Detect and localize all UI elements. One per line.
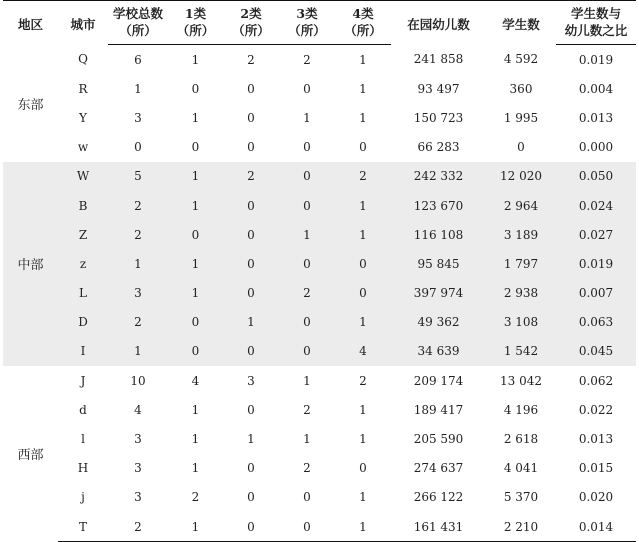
cell-c4: 0	[335, 279, 391, 308]
header-class4-unit: （所）	[335, 22, 391, 45]
table-row	[3, 162, 636, 191]
cell-c4: 1	[359, 432, 367, 447]
cell-city: H	[77, 461, 89, 476]
cell-c1: 1	[168, 191, 223, 220]
cell-total: 1	[108, 337, 168, 366]
cell-total: 2	[108, 512, 168, 542]
cell-students: 3 108	[486, 308, 556, 337]
cell-students: 13 042	[500, 373, 542, 388]
cell-students: 2 210	[486, 512, 556, 542]
cell-c3: 0	[279, 249, 335, 278]
cell-c4: 1	[335, 220, 391, 249]
cell-c3: 2	[303, 461, 311, 476]
table-row	[3, 454, 636, 483]
cell-city: d	[79, 402, 87, 417]
cell-ratio: 0.019	[556, 249, 636, 278]
table-row	[3, 103, 636, 132]
header-total: 学校总数	[108, 1, 168, 23]
cell-kids: 49 362	[391, 308, 486, 337]
cell-c4: 0	[335, 249, 391, 278]
cell-total: 3	[134, 490, 142, 505]
cell-students: 1 995	[503, 110, 539, 125]
cell-c1: 1	[191, 110, 200, 125]
table-row	[3, 424, 636, 453]
cell-ratio: 0.024	[556, 191, 636, 220]
table-header	[3, 1, 636, 45]
cell-c2: 1	[247, 432, 255, 447]
cell-c1: 0	[168, 337, 223, 366]
cell-c2: 0	[223, 512, 279, 542]
table-row	[3, 308, 636, 337]
header-class2: 2类	[223, 1, 279, 23]
cell-c2: 1	[223, 308, 279, 337]
header-ratio: 学生数与	[556, 1, 636, 23]
table-row	[3, 45, 636, 75]
table-row	[3, 220, 636, 249]
cell-students: 1 797	[486, 249, 556, 278]
cell-c1: 0	[168, 308, 223, 337]
cell-kids: 161 431	[391, 512, 486, 542]
header-students: 学生数	[486, 1, 556, 45]
cell-c2: 0	[247, 81, 255, 96]
header-ratio-line2: 幼儿数之比	[556, 22, 636, 45]
header-class1-unit: （所）	[168, 22, 223, 45]
cell-c3: 1	[303, 110, 311, 125]
cell-c4: 0	[359, 461, 367, 476]
table-row	[3, 74, 636, 103]
cell-c2: 0	[247, 140, 255, 155]
cell-c3: 0	[279, 337, 335, 366]
header-total-unit: （所）	[108, 22, 168, 45]
cell-total: 6	[134, 52, 142, 67]
cell-students: 3 189	[486, 220, 556, 249]
cell-students: 0	[517, 140, 525, 155]
cell-kids: 34 639	[391, 337, 486, 366]
table-body	[3, 45, 636, 542]
cell-kids: 266 122	[413, 490, 464, 505]
cell-total: 1	[134, 81, 142, 96]
cell-c1: 1	[191, 461, 200, 476]
cell-kids: 150 723	[413, 110, 464, 125]
cell-kids: 274 637	[413, 461, 464, 476]
cell-c3: 2	[303, 52, 311, 67]
cell-ratio: 0.020	[578, 490, 614, 505]
cell-city: I	[58, 337, 108, 366]
cell-students: 5 370	[503, 490, 539, 505]
cell-c3: 0	[279, 162, 335, 191]
table-row	[3, 366, 636, 395]
cell-c3: 0	[279, 308, 335, 337]
cell-city: T	[58, 512, 108, 542]
cell-kids: 209 174	[413, 373, 464, 388]
cell-c1: 1	[191, 432, 200, 447]
header-class1: 1类	[168, 1, 223, 23]
cell-city: J	[80, 373, 86, 388]
cell-kids: 95 845	[391, 249, 486, 278]
cell-ratio: 0.050	[556, 162, 636, 191]
cell-c2: 0	[247, 461, 255, 476]
cell-ratio: 0.007	[556, 279, 636, 308]
cell-students: 2 618	[503, 432, 539, 447]
cell-ratio: 0.015	[578, 461, 614, 476]
cell-city: l	[81, 432, 85, 447]
cell-kids: 123 670	[391, 191, 486, 220]
cell-total: 0	[134, 140, 142, 155]
table-row	[3, 249, 636, 278]
cell-c4: 1	[359, 490, 367, 505]
cell-students: 1 542	[486, 337, 556, 366]
cell-c3: 2	[279, 279, 335, 308]
cell-c4: 1	[335, 308, 391, 337]
cell-kids: 93 497	[417, 81, 460, 96]
table-row	[3, 512, 636, 542]
cell-c3: 0	[279, 512, 335, 542]
cell-c2: 0	[247, 402, 255, 417]
cell-c4: 0	[359, 140, 367, 155]
region-cell: 西部	[17, 448, 44, 464]
cell-c1: 0	[168, 220, 223, 249]
cell-c4: 1	[335, 191, 391, 220]
header-class2-unit: （所）	[223, 22, 279, 45]
cell-total: 5	[108, 162, 168, 191]
cell-c1: 1	[191, 52, 200, 67]
cell-city: R	[78, 81, 88, 96]
cell-ratio: 0.014	[556, 512, 636, 542]
header-class3: 3类	[279, 1, 335, 23]
cell-c3: 1	[303, 373, 311, 388]
cell-city: W	[58, 162, 108, 191]
cell-city: z	[58, 249, 108, 278]
cell-c3: 0	[303, 81, 311, 96]
cell-c1: 4	[191, 373, 200, 388]
table-row	[3, 395, 636, 424]
cell-city: w	[77, 140, 89, 155]
cell-city: Y	[79, 110, 87, 125]
cell-c3: 0	[303, 490, 311, 505]
cell-c2: 0	[247, 490, 255, 505]
cell-c1: 0	[191, 140, 200, 155]
cell-ratio: 0.013	[578, 432, 614, 447]
table-row	[3, 279, 636, 308]
cell-total: 3	[108, 279, 168, 308]
cell-c2: 0	[223, 249, 279, 278]
table-row	[3, 133, 636, 162]
table-row	[3, 483, 636, 512]
cell-c1: 1	[168, 162, 223, 191]
cell-total: 3	[134, 461, 142, 476]
cell-kids: 397 974	[391, 279, 486, 308]
cell-c3: 1	[303, 432, 311, 447]
cell-c2: 0	[223, 220, 279, 249]
cell-c1: 1	[168, 512, 223, 542]
cell-total: 3	[134, 432, 142, 447]
cell-c2: 0	[247, 110, 255, 125]
cell-city: L	[58, 279, 108, 308]
cell-city: j	[81, 490, 85, 505]
cell-city: B	[58, 191, 108, 220]
cell-students: 2 964	[486, 191, 556, 220]
cell-kids: 242 332	[391, 162, 486, 191]
cell-c4: 1	[359, 110, 367, 125]
cell-ratio: 0.045	[556, 337, 636, 366]
cell-total: 10	[130, 373, 146, 388]
cell-c1: 1	[168, 279, 223, 308]
region-cell: 东部	[17, 97, 44, 113]
cell-total: 3	[134, 110, 142, 125]
cell-c2: 2	[247, 52, 255, 67]
table-row	[3, 337, 636, 366]
header-class4: 4类	[335, 1, 391, 23]
cell-c3: 0	[279, 191, 335, 220]
cell-total: 2	[108, 191, 168, 220]
cell-students: 4 196	[503, 402, 539, 417]
cell-c4: 1	[359, 52, 367, 67]
cell-c1: 2	[191, 490, 200, 505]
cell-kids: 189 417	[413, 402, 464, 417]
cell-c3: 1	[279, 220, 335, 249]
cell-students: 4 592	[503, 52, 539, 67]
cell-ratio: 0.000	[578, 140, 614, 155]
cell-kids: 116 108	[391, 220, 486, 249]
cell-c4: 2	[335, 162, 391, 191]
cell-c2: 3	[247, 373, 255, 388]
cell-total: 4	[134, 402, 142, 417]
header-class3-unit: （所）	[279, 22, 335, 45]
cell-kids: 205 590	[413, 432, 464, 447]
cell-c1: 1	[191, 402, 200, 417]
cell-c4: 2	[359, 373, 367, 388]
cell-students: 4 041	[503, 461, 539, 476]
cell-city: Q	[78, 52, 88, 67]
cell-ratio: 0.063	[556, 308, 636, 337]
header-kids: 在园幼儿数	[391, 1, 486, 45]
cell-ratio: 0.027	[556, 220, 636, 249]
cell-c3: 2	[303, 402, 311, 417]
cell-c2: 0	[223, 337, 279, 366]
cell-c2: 0	[223, 191, 279, 220]
header-city: 城市	[58, 1, 108, 45]
cell-c1: 0	[191, 81, 200, 96]
cell-c2: 0	[223, 279, 279, 308]
cell-city: Z	[58, 220, 108, 249]
cell-total: 1	[108, 249, 168, 278]
cell-c3: 0	[303, 140, 311, 155]
cell-c1: 1	[168, 249, 223, 278]
cell-ratio: 0.004	[578, 81, 614, 96]
cell-total: 2	[108, 220, 168, 249]
cell-c2: 2	[223, 162, 279, 191]
cell-c4: 1	[335, 512, 391, 542]
cell-c4: 1	[359, 402, 367, 417]
data-table	[3, 0, 636, 542]
header-region: 地区	[3, 1, 58, 45]
cell-ratio: 0.013	[578, 110, 614, 125]
cell-students: 12 020	[486, 162, 556, 191]
cell-kids: 241 858	[413, 52, 464, 67]
cell-students: 360	[509, 81, 533, 96]
cell-kids: 66 283	[417, 140, 460, 155]
region-cell: 中部	[3, 162, 58, 366]
cell-ratio: 0.062	[578, 373, 614, 388]
cell-total: 2	[108, 308, 168, 337]
cell-students: 2 938	[486, 279, 556, 308]
cell-ratio: 0.019	[578, 52, 614, 67]
cell-city: D	[58, 308, 108, 337]
table-row	[3, 191, 636, 220]
cell-c4: 4	[335, 337, 391, 366]
cell-c4: 1	[359, 81, 367, 96]
cell-ratio: 0.022	[578, 402, 614, 417]
